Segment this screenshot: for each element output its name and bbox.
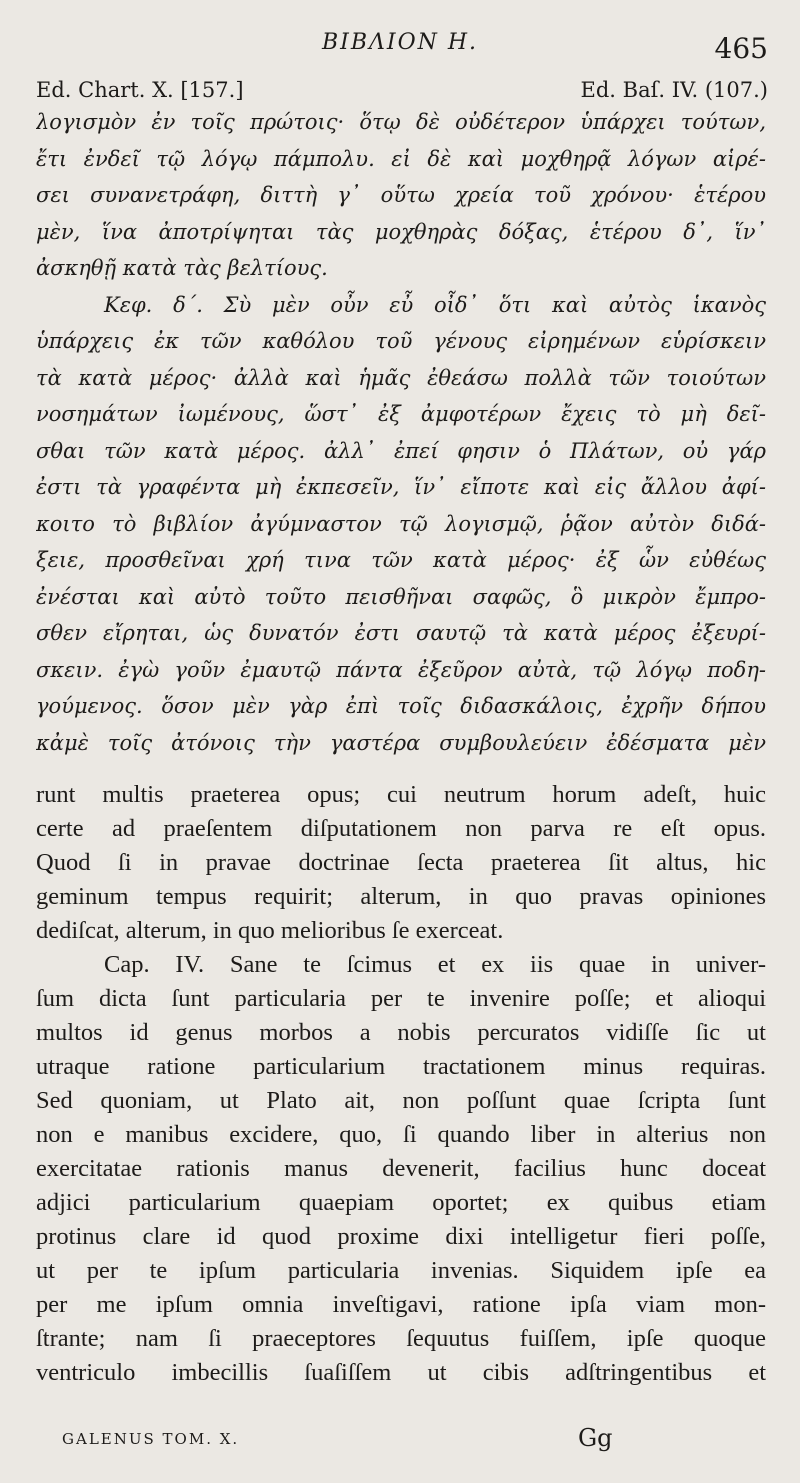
greek-line: σθαι τῶν κατὰ μέρος. ἀλλ᾽ ἐπεί φησιν ὁ Πλάτων, οὐ γάρ xyxy=(36,438,766,463)
greek-line: ἀσκηθῇ κατὰ τὰς βελτίους. xyxy=(36,256,328,280)
latin-line: protinus clare id quod proxime dixi intelligetur fieri poſſe, xyxy=(36,1223,766,1250)
latin-line: multos id genus morbos a nobis percuratos vidiſſe ſic ut xyxy=(36,1019,766,1046)
latin-text-block xyxy=(36,778,766,1390)
gathering-mark: Gg xyxy=(578,1424,613,1452)
latin-line: certe ad praeſentem diſputationem non parva re eſt opus. xyxy=(36,815,766,842)
latin-line: Sed quoniam, ut Plato ait, non poſſunt quae ſcripta ſunt xyxy=(36,1087,766,1114)
greek-line: κἀμὲ τοῖς ἀτόνοις τὴν γαστέρα συμβουλεύειν ἐδέσματα μὲν xyxy=(36,730,766,755)
greek-text-block xyxy=(36,104,766,761)
greek-line: ξειε, προσθεῖναι χρή τινα τῶν κατὰ μέρος· ἐξ ὧν εὐθέως xyxy=(36,548,766,572)
greek-line: σκειν. ἐγὼ γοῦν ἐμαυτῷ πάντα ἐξεῦρον αὐτὰ, τῷ λόγῳ ποδη- xyxy=(36,657,766,682)
greek-line: τὰ κατὰ μέρος· ἀλλὰ καὶ ἡμᾶς ἐθεάσω πολλὰ τῶν τοιούτων xyxy=(36,365,766,390)
latin-line: Cap. IV. Sane te ſcimus et ex iis quae in univer- xyxy=(104,951,766,978)
latin-line: ſtrante; nam ſi praeceptores ſequutus fuiſſem, ipſe quoque xyxy=(36,1325,766,1352)
greek-line: μὲν, ἵνα ἀποτρίψηται τὰς μοχθηρὰς δόξας, ἑτέρου δ᾽, ἵν᾽ xyxy=(36,219,766,244)
greek-line: ἐστι τὰ γραφέντα μὴ ἐκπεσεῖν, ἵν᾽ εἴποτε καὶ εἰς ἄλλου ἀφί- xyxy=(36,475,766,499)
greek-line: ἐνέσται καὶ αὐτὸ τοῦτο πεισθῆναι σαφῶς, ὃ μικρὸν ἔμπρο- xyxy=(36,584,766,609)
latin-line: per me ipſum omnia inveſtigavi, ratione ipſa viam mon- xyxy=(36,1291,766,1318)
latin-line: ventriculo imbecillis ſuaſiſſem ut cibis adſtringentibus et xyxy=(36,1359,766,1386)
running-head: BIBΛIΟΝ Η. xyxy=(321,30,479,55)
greek-line: σθεν εἴρηται, ὡς δυνατόν ἐστι σαυτῷ τὰ κατὰ μέρος ἐξευρί- xyxy=(36,621,766,645)
latin-line: utraque ratione particularium tractationem minus requiras. xyxy=(36,1053,766,1080)
greek-line: γούμενος. ὅσον μὲν γὰρ ἐπὶ τοῖς διδασκάλοις, ἐχρῆν δήπου xyxy=(36,694,766,718)
latin-line: ſum dicta ſunt particularia per te invenire poſſe; et alioqui xyxy=(36,985,766,1012)
signature-mark: GALENUS TOM. X. xyxy=(62,1430,240,1448)
greek-line: νοσημάτων ἰωμένους, ὥστ᾽ ἐξ ἀμφοτέρων ἔχεις τὸ μὴ δεῖ- xyxy=(36,402,766,426)
greek-line: σει συνανετράφη, διττὴ γ᾽ οὕτω χρεία τοῦ χρόνου· ἑτέρου xyxy=(36,183,766,207)
edition-reference-chartier: Ed. Chart. X. [157.] xyxy=(36,78,244,102)
latin-line: non e manibus excidere, quo, ſi quando liber in alterius non xyxy=(36,1121,766,1148)
greek-line: ἔτι ἐνδεῖ τῷ λόγῳ πάμπολυ. εἰ δὲ καὶ μοχθηρᾷ λόγων αἱρέ- xyxy=(36,146,766,171)
latin-line: adjici particularium quaepiam oportet; ex quibus etiam xyxy=(36,1189,766,1216)
greek-line: λογισμὸν ἐν τοῖς πρώτοις· ὅτῳ δὲ οὐδέτερον ὑπάρχει τούτων, xyxy=(36,110,766,134)
latin-line: geminum tempus requirit; alterum, in quo pravas opiniones xyxy=(36,883,766,910)
latin-line: Quod ſi in pravae doctrinae ſecta praeterea ſit altus, hic xyxy=(36,849,766,876)
page-number: 465 xyxy=(714,32,768,65)
latin-line: dediſcat, alterum, in quo melioribus ſe exerceat. xyxy=(36,917,504,944)
greek-line: κοιτο τὸ βιβλίον ἀγύμναστον τῷ λογισμῷ, ῥᾷον αὐτὸν διδά- xyxy=(36,511,766,536)
greek-line: ὑπάρχεις ἐκ τῶν καθόλου τοῦ γένους εἰρημένων εὑρίσκειν xyxy=(36,329,766,353)
greek-line: Κεφ. δ΄. Σὺ μὲν οὖν εὖ οἶδ᾽ ὅτι καὶ αὐτὸς ἱκανὸς xyxy=(104,292,766,317)
latin-line: exercitatae rationis manus devenerit, facilius hunc doceat xyxy=(36,1155,766,1182)
edition-reference-basel: Ed. Baſ. IV. (107.) xyxy=(580,78,768,102)
latin-line: runt multis praeterea opus; cui neutrum horum adeſt, huic xyxy=(36,781,766,808)
latin-line: ut per te ipſum particularia invenias. Siquidem ipſe ea xyxy=(36,1257,766,1284)
